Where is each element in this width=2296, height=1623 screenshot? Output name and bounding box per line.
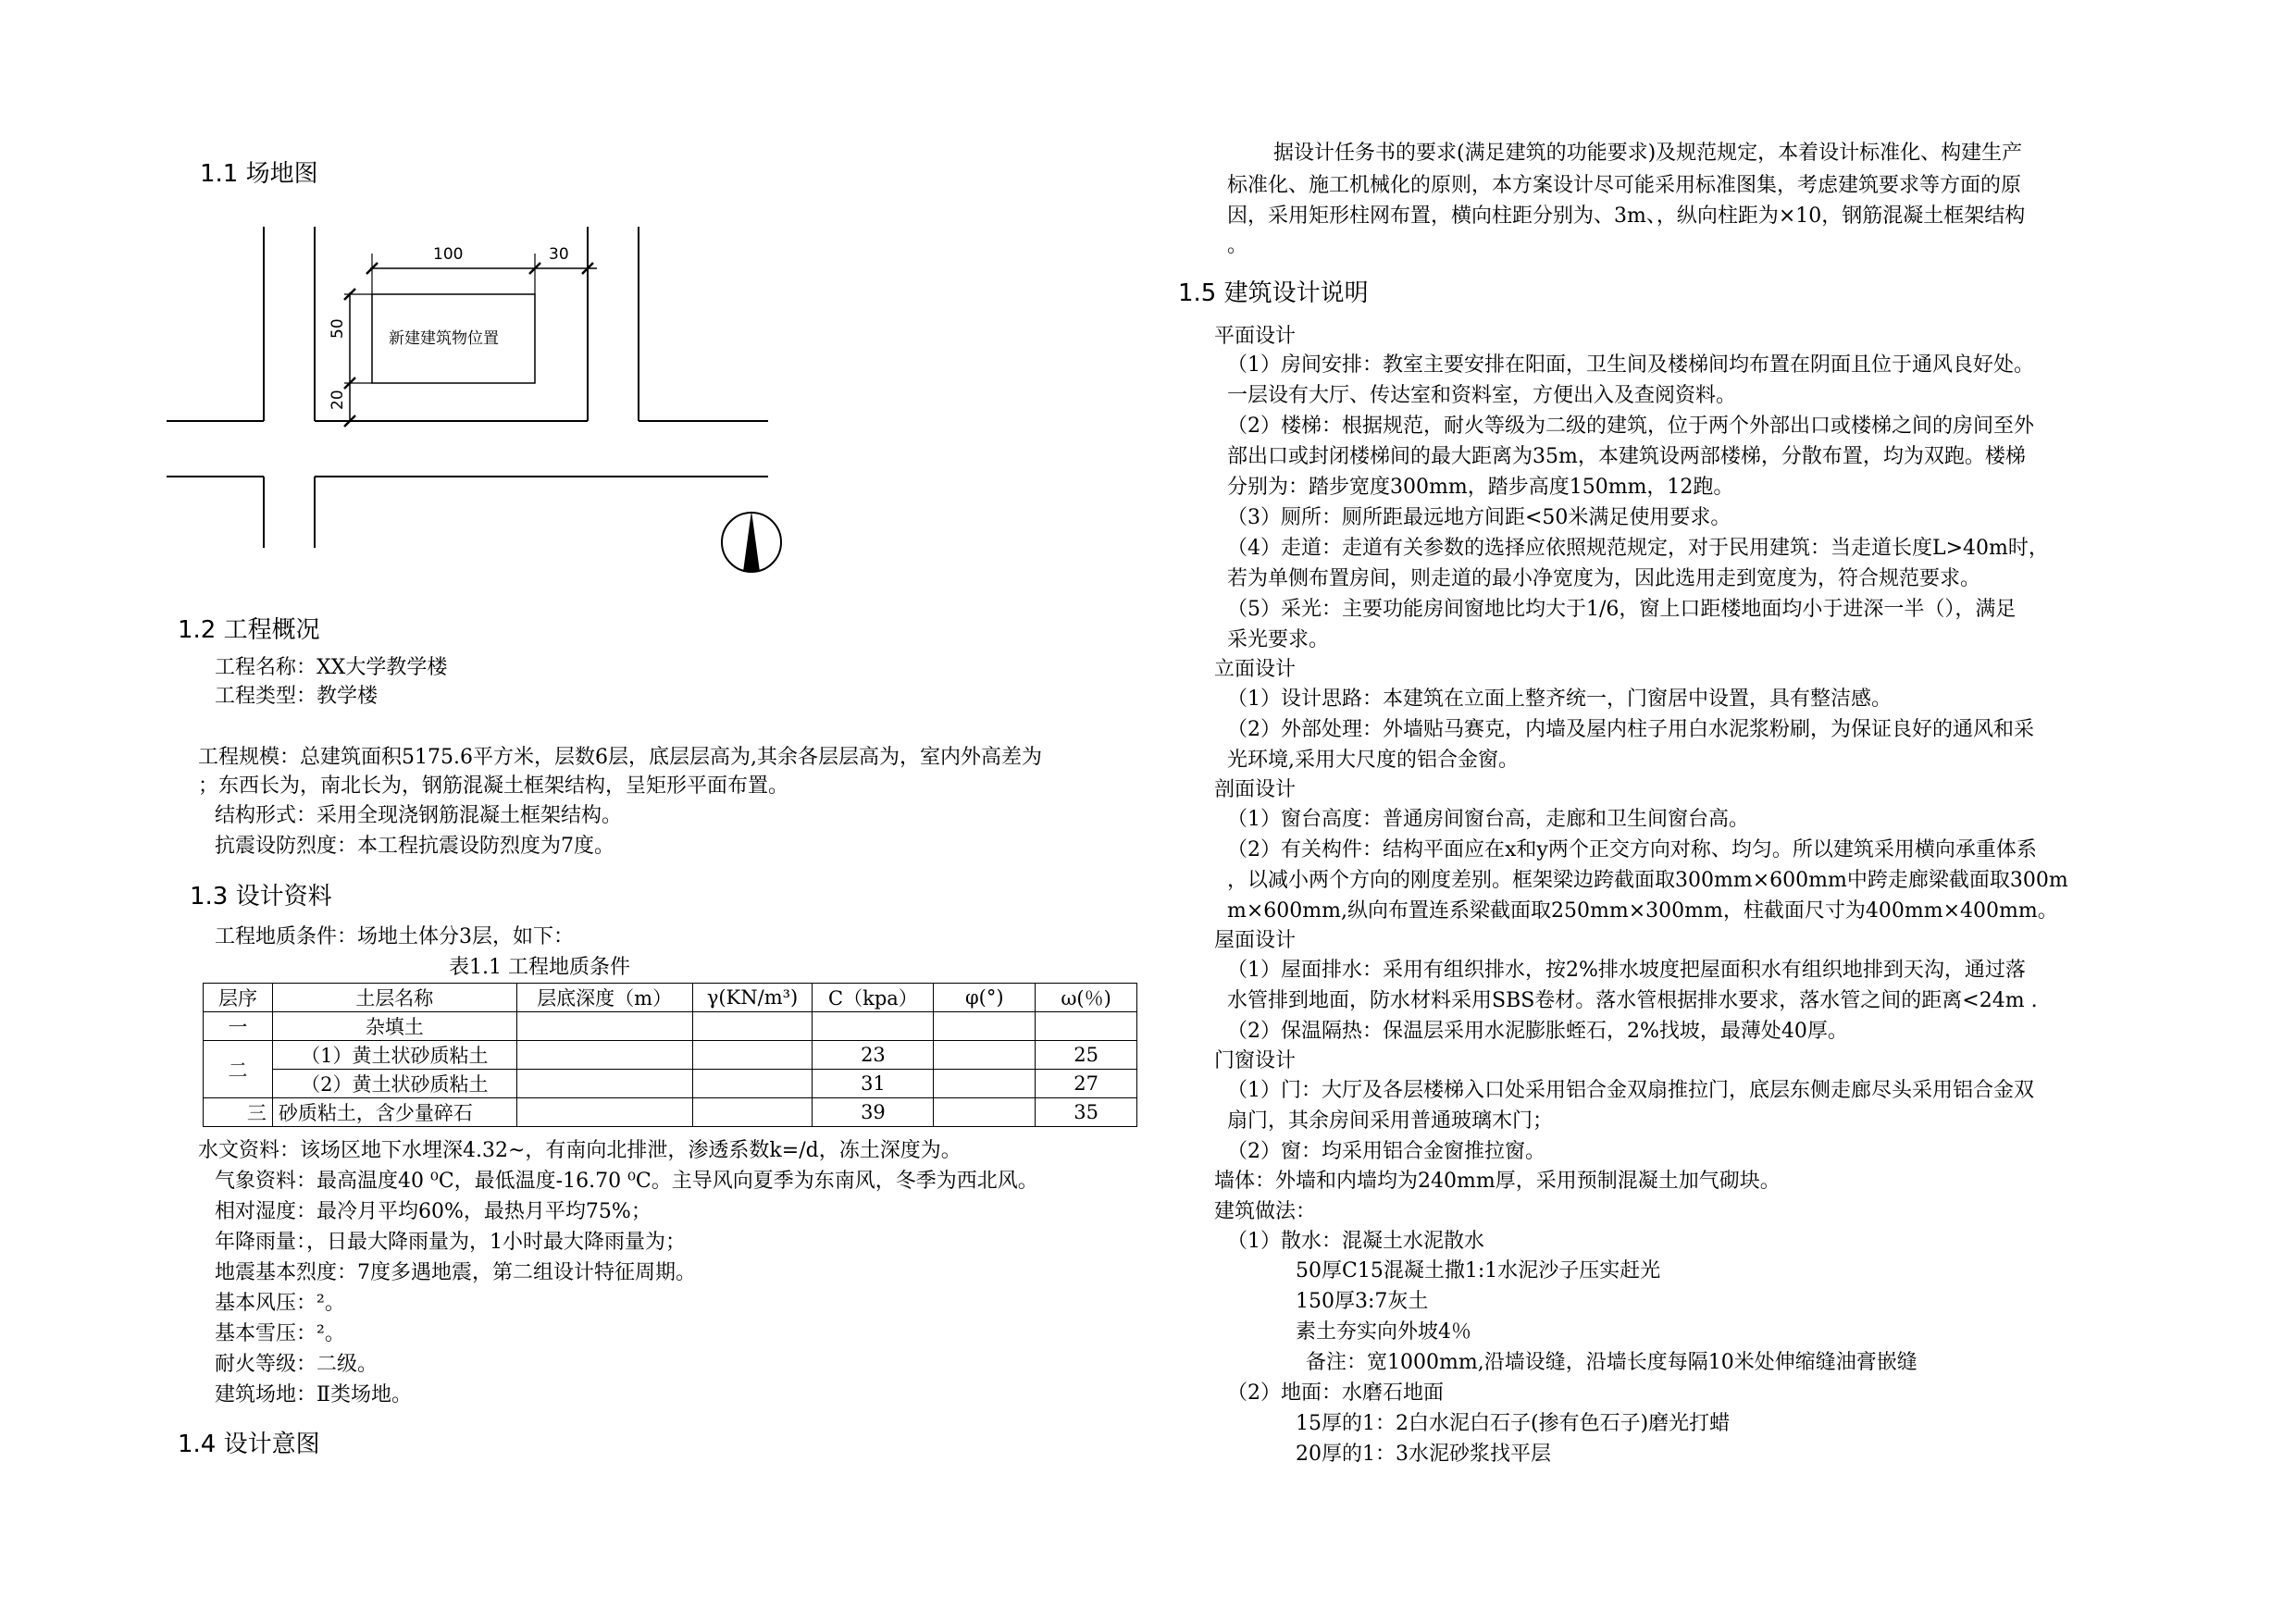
table-header: 土层名称 <box>272 984 516 1012</box>
table-cell <box>934 1041 1036 1070</box>
structure-label: 结构形式： <box>215 804 317 827</box>
plan-line: （1）房间安排：教室主要安排在阳面，卫生间及楼梯间均布置在阴面且位于通风良好处。 <box>1227 353 2035 377</box>
table-caption: 表1.1 工程地质条件 <box>449 956 630 979</box>
roof-line: （1）屋面排水：采用有组织排水，按2%排水坡度把屋面积水有组织地排到天沟，通过落 <box>1227 959 2026 982</box>
table-header-row <box>204 984 1137 1012</box>
roof-design-title: 屋面设计 <box>1214 929 1297 952</box>
table-cell: 一 <box>204 1012 273 1041</box>
table-cell <box>516 1098 692 1127</box>
table-cell <box>692 1012 813 1041</box>
plan-line: 分别为：踏步宽度300mm，踏步高度150mm，12跑。 <box>1227 476 1734 499</box>
structure-value: 采用全现浇钢筋混凝土框架结构。 <box>316 804 623 827</box>
project-scale-row <box>198 743 1042 773</box>
hydro-label: 水文资料： <box>198 1139 301 1162</box>
weather-label: 气象资料： <box>215 1170 317 1193</box>
table-row <box>204 1098 1137 1127</box>
elevation-line: （1）设计思路：本建筑在立面上整齐统一，门窗居中设置，具有整洁感。 <box>1227 688 1892 711</box>
method-line: 20厚的1：3水泥砂浆找平层 <box>1296 1443 1551 1466</box>
table-header: 层底深度（m） <box>516 984 692 1012</box>
project-name-label: 工程名称： <box>215 656 317 679</box>
project-type-label: 工程类型： <box>215 685 317 708</box>
hydro-value: 该场区地下水埋深4.32~，有南向北排泄，渗透系数k=/d，冻土深度为。 <box>300 1139 962 1162</box>
humidity-label: 相对湿度： <box>215 1200 317 1223</box>
section-line: （2）有关构件：结构平面应在x和y两个正交方向对称、均匀。所以建筑采用横向承重体系 <box>1227 838 2037 861</box>
table-cell <box>692 1098 813 1127</box>
plan-line: （5）采光：主要功能房间窗地比均大于1/6，窗上口距楼地面均小于进深一半（），满足 <box>1227 598 2017 621</box>
table-header: C（kpa） <box>813 984 934 1012</box>
wall-row <box>1214 1167 1781 1196</box>
plan-line: （3）厕所：厕所距最远地方间距<50米满足使用要求。 <box>1227 506 1731 529</box>
table-row <box>204 1012 1137 1041</box>
quake-label: 地震基本烈度： <box>215 1261 358 1284</box>
project-scale-line1: 总建筑面积5175.6平方米，层数6层，底层层高为,其余各层层高为，室内外高差为 <box>300 746 1042 769</box>
plan-design-title: 平面设计 <box>1214 325 1297 348</box>
rainfall-row <box>215 1228 686 1258</box>
method-line: 50厚C15混凝土撒1:1水泥沙子压实赶光 <box>1296 1259 1661 1282</box>
door-design-title: 门窗设计 <box>1214 1049 1297 1072</box>
table-header: φ(°) <box>934 984 1036 1012</box>
weather-value: 最高温度40 ⁰C，最低温度-16.70 ⁰C。主导风向夏季为东南风，冬季为西北风。 <box>316 1170 1038 1193</box>
plan-line: 采光要求。 <box>1227 628 1330 651</box>
geology-label: 工程地质条件： <box>215 925 358 948</box>
project-type-row <box>215 682 378 712</box>
wind-value: ²。 <box>316 1292 345 1315</box>
table-cell <box>692 1041 813 1070</box>
weather-row <box>215 1167 1038 1196</box>
project-type-value: 教学楼 <box>316 685 379 708</box>
intent-line: 据设计任务书的要求(满足建筑的功能要求)及规范规定，本着设计标准化、构建生产 <box>1273 142 2023 165</box>
plan-line: （2）楼梯：根据规范，耐火等级为二级的建筑，位于两个外部出口或楼梯之间的房间至外 <box>1227 415 2035 438</box>
table-row <box>204 1041 1137 1070</box>
quake-row <box>215 1258 696 1288</box>
table-cell: 杂填土 <box>272 1012 516 1041</box>
project-name-row <box>215 653 447 683</box>
door-line: （1）门：大厅及各层楼梯入口处采用铝合金双扇推拉门，底层东侧走廊尽头采用铝合金双 <box>1227 1079 2035 1102</box>
section-line: （1）窗台高度：普通房间窗台高，走廊和卫生间窗台高。 <box>1227 808 1749 831</box>
method-line: 素土夯实向外坡4％ <box>1296 1320 1471 1344</box>
section-1-1-title: 1.1 场地图 <box>200 160 318 188</box>
table-cell: （2）黄土状砂质粘土 <box>272 1070 516 1098</box>
table-header: 层序 <box>204 984 273 1012</box>
table-cell <box>813 1012 934 1041</box>
table-cell <box>516 1041 692 1070</box>
project-name-value: XX大学教学楼 <box>316 656 448 679</box>
table-cell: 二 <box>204 1041 273 1098</box>
structure-row <box>215 801 622 831</box>
snow-label: 基本雪压： <box>215 1322 317 1345</box>
table-cell: （1）黄土状砂质粘土 <box>272 1041 516 1070</box>
geology-row <box>215 923 574 952</box>
fire-label: 耐火等级： <box>215 1353 317 1376</box>
table-cell: 25 <box>1036 1041 1137 1070</box>
method-line: 备注：宽1000mm,沿墙设缝，沿墙长度每隔10米处伸缩缝油膏嵌缝 <box>1306 1351 1917 1374</box>
site-plan-diagram <box>167 213 833 583</box>
door-line: 扇门，其余房间采用普通玻璃木门； <box>1227 1109 1554 1133</box>
method-line: （2）地面：水磨石地面 <box>1227 1381 1444 1405</box>
table-cell <box>516 1070 692 1098</box>
section-1-3-title: 1.3 设计资料 <box>190 883 332 911</box>
table-cell: 39 <box>813 1098 934 1127</box>
dim-30: 30 <box>549 245 569 264</box>
elevation-line: （2）外部处理：外墙贴马赛克，内墙及屋内柱子用白水泥浆粉刷，为保证良好的通风和采 <box>1227 718 2035 741</box>
roof-line: 水管排到地面，防水材料采用SBS卷材。落水管根据排水要求，落水管之间的距离<24m . <box>1227 989 2038 1012</box>
door-line: （2）窗：均采用铝合金窗推拉窗。 <box>1227 1140 1545 1163</box>
rainfall-value: ，日最大降雨量为，1小时最大降雨量为； <box>306 1231 687 1254</box>
project-scale-line2: ；东西长为，南北长为，钢筋混凝土框架结构，呈矩形平面布置。 <box>198 774 789 798</box>
project-scale-label: 工程规模： <box>198 746 301 769</box>
table-cell <box>516 1012 692 1041</box>
elevation-design-title: 立面设计 <box>1214 658 1297 681</box>
table-cell <box>934 1070 1036 1098</box>
elevation-line: 光环境,采用大尺度的铝合金窗。 <box>1227 749 1519 772</box>
method-line: 15厚的1：2白水泥白石子(掺有色石子)磨光打蜡 <box>1296 1412 1731 1435</box>
table-cell <box>692 1070 813 1098</box>
geology-value: 场地土体分3层，如下： <box>357 925 575 948</box>
hydro-row <box>198 1136 962 1166</box>
plan-line: 若为单侧布置房间，则走道的最小净宽度为，因此选用走到宽度为，符合规范要求。 <box>1227 567 1981 590</box>
table-cell: 27 <box>1036 1070 1137 1098</box>
fire-row <box>215 1350 378 1380</box>
method-line: （1）散水：混凝土水泥散水 <box>1227 1230 1484 1253</box>
table-cell <box>934 1012 1036 1041</box>
seismic-value: 本工程抗震设防烈度为7度。 <box>357 835 615 858</box>
intent-line: 标准化、施工机械化的原则，本方案设计尽可能采用标准图集，考虑建筑要求等方面的原 <box>1227 174 2022 197</box>
table-header: ω(％) <box>1036 984 1137 1012</box>
geology-table <box>203 983 1137 1127</box>
plan-line: （4）走道：走道有关参数的选择应依照规范规定，对于民用建筑：当走道长度L>40m时， <box>1227 537 2049 560</box>
site-class-row <box>215 1381 412 1410</box>
table-cell: 砂质粘土，含少量碎石 <box>272 1098 516 1127</box>
table-row <box>204 1070 1137 1098</box>
building-label: 新建建筑物位置 <box>389 329 499 348</box>
wall-value: 外墙和内墙均为240mm厚，采用预制混凝土加气砌块。 <box>1275 1170 1781 1193</box>
section-1-4-title: 1.4 设计意图 <box>178 1431 320 1458</box>
intent-line: 。 <box>1227 234 1248 257</box>
section-line: ，以减小两个方向的刚度差别。框架梁边跨截面取300mm×600mm中跨走廊梁截面取300m <box>1227 869 2068 892</box>
plan-line: 部出口或封闭楼梯间的最大距离为35m，本建筑设两部楼梯，分散布置，均为双跑。楼梯 <box>1227 445 2026 468</box>
table-cell <box>934 1098 1036 1127</box>
method-line: 150厚3:7灰土 <box>1296 1290 1429 1313</box>
section-design-title: 剖面设计 <box>1214 778 1297 801</box>
table-cell: 31 <box>813 1070 934 1098</box>
site-class-label: 建筑场地： <box>215 1383 317 1406</box>
snow-row <box>215 1319 345 1349</box>
section-1-5-title: 1.5 建筑设计说明 <box>1178 279 1369 307</box>
dim-50: 50 <box>329 318 347 339</box>
seismic-row <box>215 832 614 861</box>
fire-value: 二级。 <box>316 1353 379 1376</box>
table-cell: 三 <box>204 1098 273 1127</box>
dim-20: 20 <box>329 390 347 410</box>
method-title: 建筑做法： <box>1214 1200 1317 1223</box>
wind-label: 基本风压： <box>215 1292 317 1315</box>
plan-line: 一层设有大厅、传达室和资料室，方便出入及查阅资料。 <box>1227 384 1737 407</box>
snow-value: ²。 <box>316 1322 345 1345</box>
intent-line: 因，采用矩形柱网布置，横向柱距分别为、3m、，纵向柱距为×10，钢筋混凝土框架结构 <box>1227 204 2026 228</box>
site-class-value: Ⅱ类场地。 <box>316 1383 412 1406</box>
table-header: γ(KN/m³) <box>692 984 813 1012</box>
quake-value: 7度多遇地震，第二组设计特征周期。 <box>357 1261 697 1284</box>
roof-line: （2）保温隔热：保温层采用水泥膨胀蛭石，2%找坡，最薄处40厚。 <box>1227 1020 1848 1043</box>
section-1-2-title: 1.2 工程概况 <box>178 616 320 644</box>
table-cell: 35 <box>1036 1098 1137 1127</box>
dim-100: 100 <box>433 245 464 264</box>
wind-row <box>215 1289 345 1319</box>
table-cell <box>1036 1012 1137 1041</box>
humidity-row <box>215 1197 652 1227</box>
table-cell: 23 <box>813 1041 934 1070</box>
seismic-label: 抗震设防烈度： <box>215 835 358 858</box>
rainfall-label: 年降雨量： <box>215 1231 307 1254</box>
wall-label: 墙体： <box>1214 1170 1276 1193</box>
section-line: m×600mm,纵向布置连系梁截面取250mm×300mm，柱截面尺寸为400mm×400mm。 <box>1227 899 2058 923</box>
humidity-value: 最冷月平均60%，最热月平均75%； <box>316 1200 652 1223</box>
north-arrow-needle <box>743 511 760 572</box>
